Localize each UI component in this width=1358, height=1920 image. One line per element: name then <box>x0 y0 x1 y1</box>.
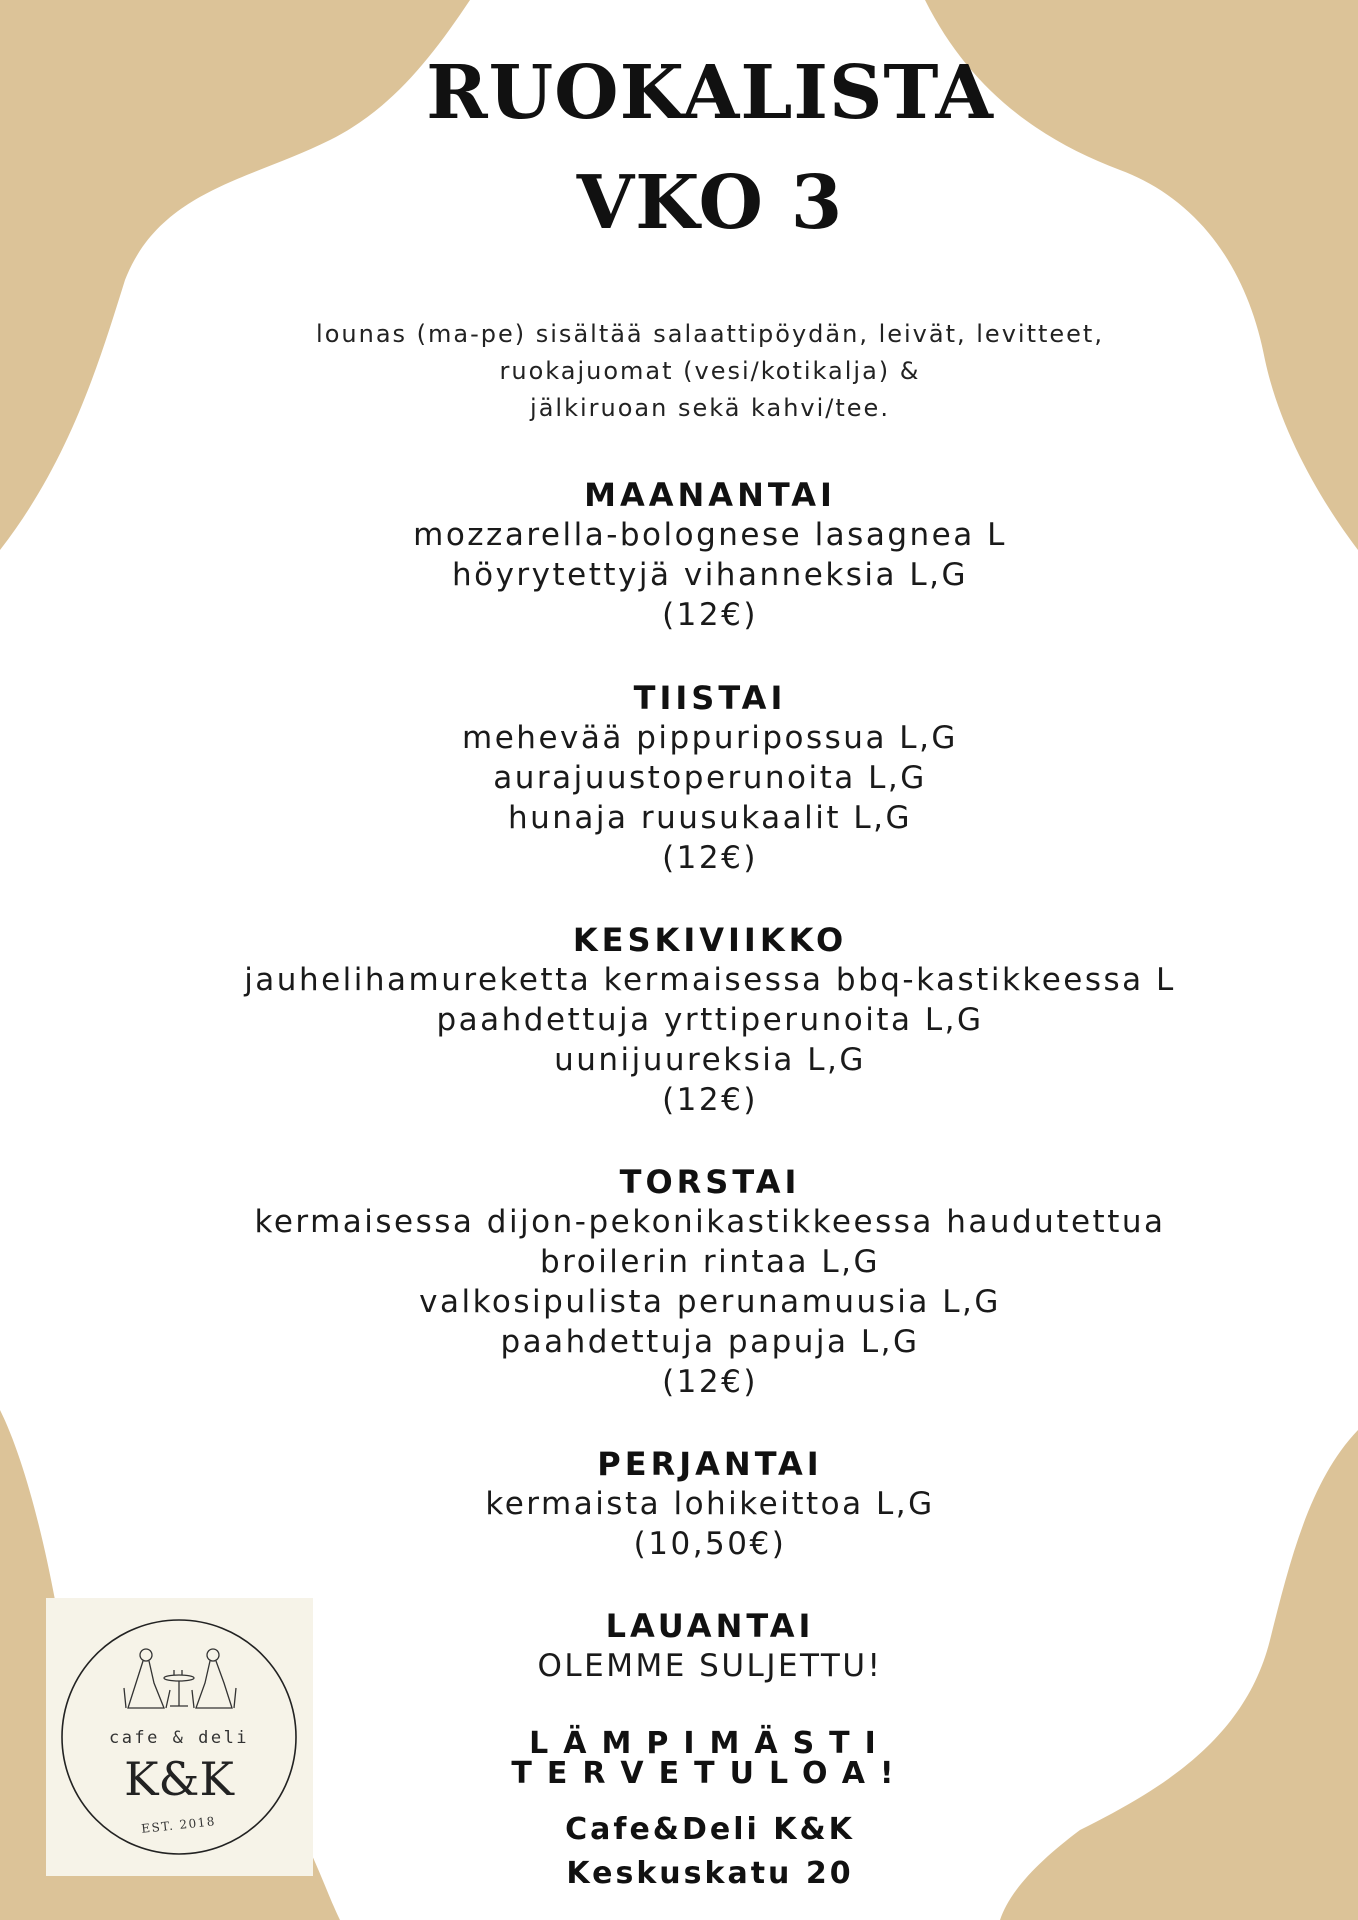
day-heading: TORSTAI <box>619 1163 801 1201</box>
page-title <box>180 38 1240 258</box>
day-heading: MAANANTAI <box>584 476 836 514</box>
intro-text <box>180 316 1240 427</box>
cafe-name: Cafe&Deli K&K <box>565 1812 855 1847</box>
menu-line: paahdettuja yrttiperunoita L,G <box>436 1002 984 1038</box>
price: (10,50€) <box>633 1526 787 1562</box>
intro-line: ruokajuomat (vesi/kotikalja) & <box>499 357 921 385</box>
menu-line: paahdettuja papuja L,G <box>500 1324 920 1360</box>
welcome-line: LÄMPIMÄSTI <box>529 1726 891 1761</box>
day-section-wednesday <box>180 920 1240 1120</box>
cafe-address <box>180 1808 1240 1896</box>
intro-line: jälkiruoan sekä kahvi/tee. <box>530 394 890 422</box>
intro-line: lounas (ma-pe) sisältää salaattipöydän, leivät, levitteet, <box>316 320 1104 348</box>
welcome-text <box>180 1726 1240 1791</box>
day-section-monday <box>180 475 1240 635</box>
day-section-tuesday <box>180 678 1240 878</box>
menu-line: jauhelihamureketta kermaisessa bbq-kastikkeessa L <box>244 962 1176 998</box>
menu-line: kermaisessa dijon-pekonikastikkeessa haudutettua <box>254 1204 1166 1240</box>
menu-line: mozzarella-bolognese lasagnea L <box>413 517 1007 553</box>
price: (12€) <box>662 840 758 876</box>
title-line-2: VKO 3 <box>576 160 844 246</box>
closed-notice: OLEMME SULJETTU! <box>537 1648 883 1684</box>
logo-est: EST. 2018 <box>140 1814 217 1836</box>
menu-line: uunijuureksia L,G <box>554 1042 866 1078</box>
menu-line: valkosipulista perunamuusia L,G <box>419 1284 1001 1320</box>
day-heading: PERJANTAI <box>597 1445 823 1483</box>
day-section-saturday <box>180 1606 1240 1686</box>
day-section-friday <box>180 1444 1240 1564</box>
price: (12€) <box>662 1082 758 1118</box>
street-address: Keskuskatu 20 <box>566 1856 854 1891</box>
menu-line: mehevää pippuripossua L,G <box>462 720 958 756</box>
day-heading: LAUANTAI <box>605 1607 815 1645</box>
title-line-1: RUOKALISTA <box>426 50 994 136</box>
cafe-logo <box>46 1598 313 1876</box>
menu-line: broilerin rintaa L,G <box>539 1244 881 1280</box>
logo-name: K&K <box>124 1752 234 1806</box>
menu-line: aurajuustoperunoita L,G <box>493 760 927 796</box>
welcome-line: TERVETULOA! <box>511 1756 909 1791</box>
day-heading: KESKIVIIKKO <box>572 921 848 959</box>
menu-line: hunaja ruusukaalit L,G <box>507 800 913 836</box>
day-heading: TIISTAI <box>633 679 787 717</box>
menu-line: kermaista lohikeittoa L,G <box>485 1486 935 1522</box>
price: (12€) <box>662 1364 758 1400</box>
price: (12€) <box>662 597 758 633</box>
day-section-thursday <box>180 1162 1240 1402</box>
logo-tagline: cafe & deli <box>108 1728 250 1748</box>
menu-line: höyrytettyjä vihanneksia L,G <box>451 557 969 593</box>
